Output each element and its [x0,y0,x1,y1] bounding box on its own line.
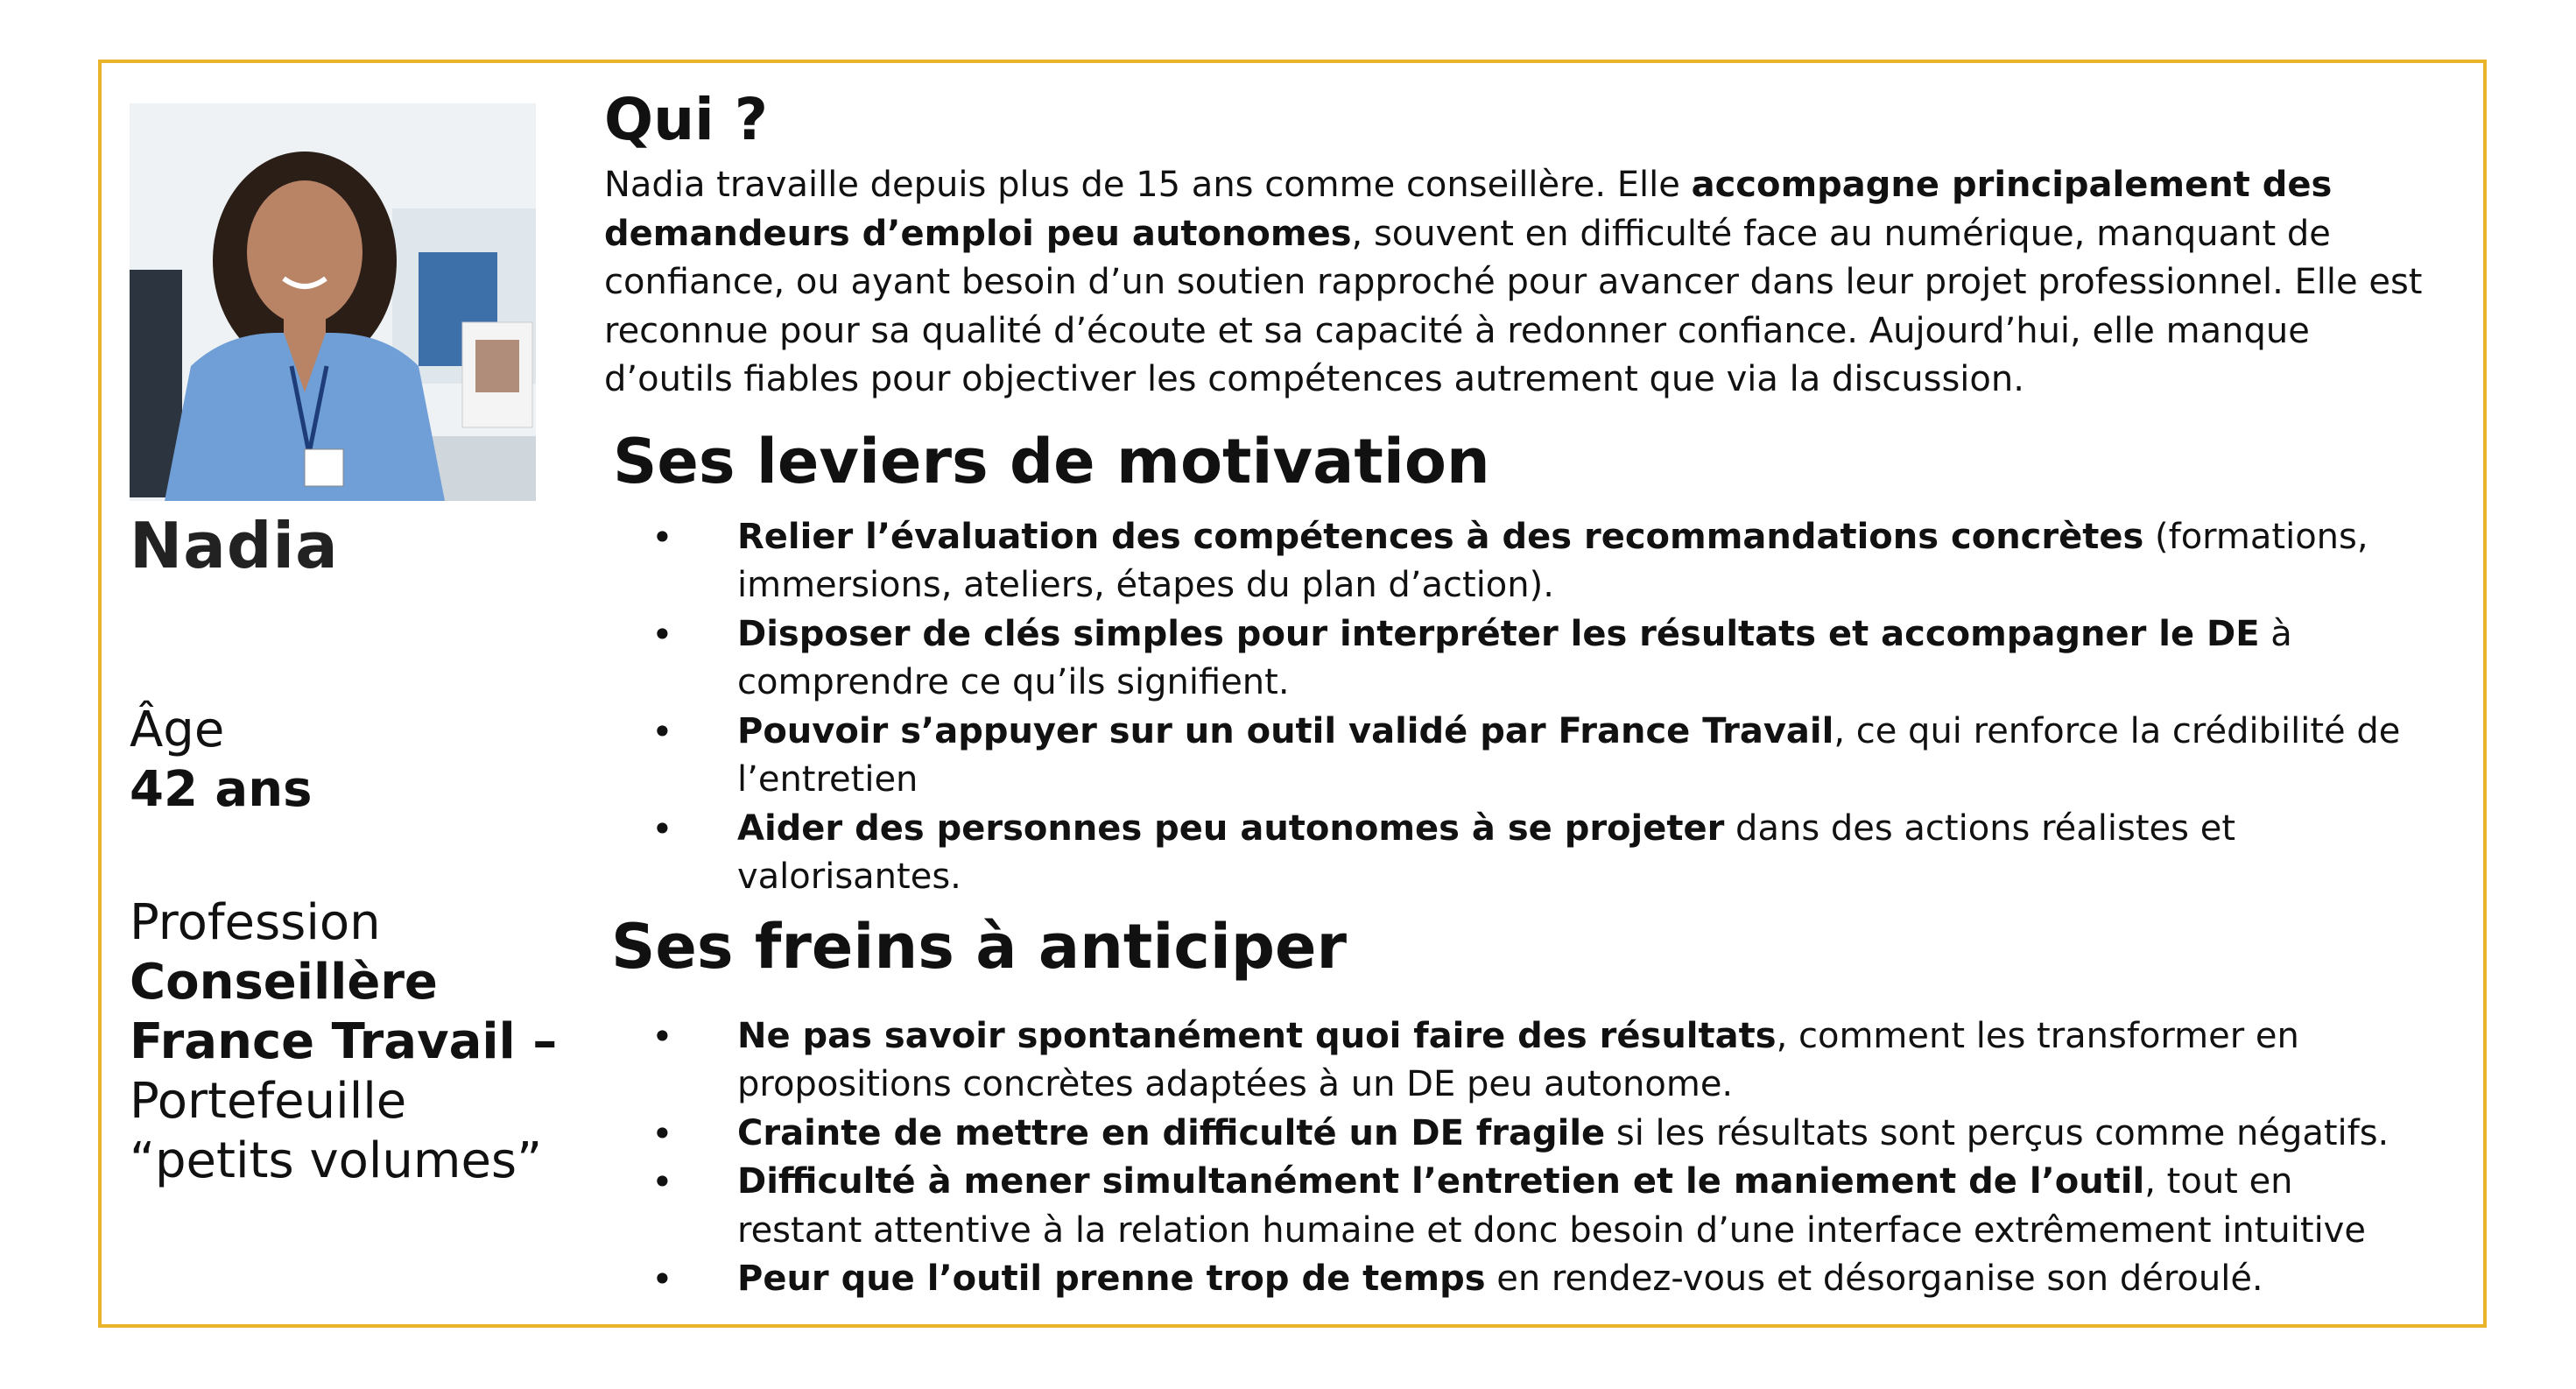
frein-item [604,1255,2427,1304]
freins-title: Ses freins à anticiper [611,910,1347,983]
levier-item-bold: Aider des personnes peu autonomes à se projeter [737,807,1725,849]
levier-item [604,513,2427,610]
profession-value-line1: Conseillère [130,954,438,1011]
frein-item-bold: Difficulté à mener simultanément l’entretien et le maniement de l’outil [737,1161,2145,1202]
persona-name: Nadia [130,509,339,582]
levier-item-rest: à comprendre ce qu’ils signifient. [737,613,2292,702]
profession-value-line2: France Travail – [130,1013,558,1070]
frein-item [604,1012,2427,1110]
qui-paragraph [604,161,2434,405]
levier-item-bold: Disposer de clés simples pour interpréter les résultats et accompagner le DE [737,613,2260,654]
persona-photo [130,103,536,501]
levier-item [604,805,2427,902]
levier-item-rest: dans des actions réalistes et valorisantes. [737,807,2235,897]
frein-item-bold: Peur que l’outil prenne trop de temps [737,1259,1486,1299]
levier-item [604,610,2427,708]
persona-main-content [604,84,2443,1304]
levier-item-bold: Pouvoir s’appuyer sur un outil validé par France Travail [737,710,1834,751]
leviers-list [604,513,2443,902]
age-block [130,701,312,820]
profession-label: Profession [130,894,381,951]
age-value: 42 ans [130,761,313,818]
frein-item-rest: en rendez-vous et désorganise son déroulé. [1485,1259,2263,1299]
qui-title: Qui ? [604,86,768,153]
profession-detail-line2: “petits volumes” [130,1132,543,1189]
leviers-title: Ses leviers de motivation [613,425,1490,497]
frein-item-rest: si les résultats sont perçus comme négatifs. [1605,1112,2389,1153]
frein-item [604,1110,2427,1159]
qui-text-1: Nadia travaille depuis plus de 15 ans comme conseillère. Elle [604,165,1692,205]
frein-item [604,1158,2427,1255]
levier-item-rest: , ce qui renforce la crédibilité de l’entretien [737,710,2401,800]
frein-item-rest: , comment les transformer en propositions concrètes adaptées à un DE peu autonome. [737,1015,2299,1104]
profession-detail-line1: Portefeuille [130,1073,407,1130]
levier-item-rest: (formations, immersions, ateliers, étapes du plan d’action). [737,516,2368,605]
levier-item-bold: Relier l’évaluation des compétences à des recommandations concrètes [737,516,2144,557]
qui-text-bold: accompagne principalement des demandeurs d’emploi peu autonomes [604,165,2333,254]
persona-photo-illustration [130,103,536,501]
age-label: Âge [130,702,225,758]
profession-block [130,893,585,1191]
persona-left-column [130,508,585,1189]
frein-item-bold: Ne pas savoir spontanément quoi faire des résultats [737,1015,1777,1056]
frein-item-rest: , tout en restant attentive à la relation humaine et donc besoin d’une interface extrêmement intuitive [737,1161,2366,1251]
freins-list [604,1012,2443,1304]
frein-item-bold: Crainte de mettre en difficulté un DE fragile [737,1112,1606,1153]
levier-item [604,708,2427,805]
qui-text-2: , souvent en difficulté face au numérique, manquant de confiance, ou ayant besoin d’un soutien rapproché pour avancer dans leur projet professionnel. Elle est reconnue pour sa qualité d’écoute et sa capacité à redonner confiance. Aujourd’hui, elle manque d’outils fiables pour objectiver les compétences autrement que via la discussion. [604,213,2423,399]
